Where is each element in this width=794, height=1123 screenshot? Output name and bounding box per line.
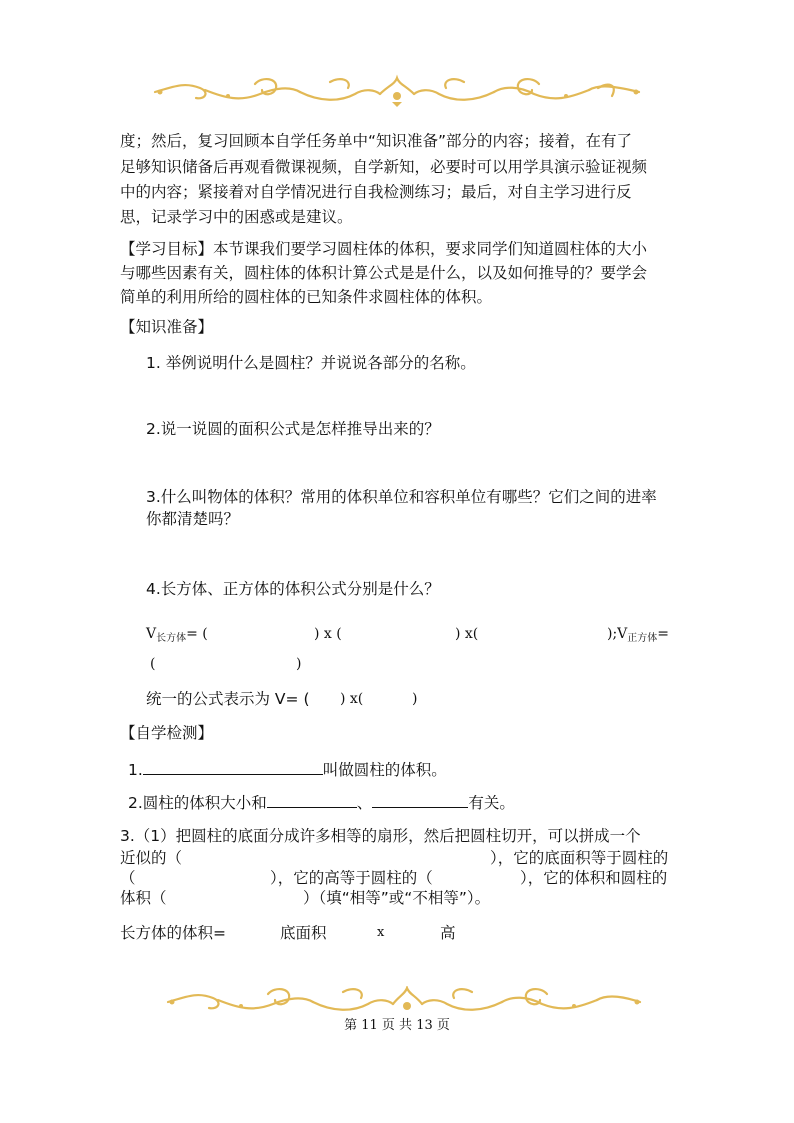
selfcheck-q3-line4a: 体积（ xyxy=(120,889,167,907)
cuboid-volume-label: 长方体的体积= xyxy=(120,924,226,942)
prep-question-2: 2.说一说圆的面积公式是怎样推导出来的？ xyxy=(146,420,440,438)
bottom-ornament xyxy=(0,986,794,1016)
intro-line-4: 思，记录学习中的困惑或是建议。 xyxy=(120,208,353,226)
prep-question-1: 1. 举例说明什么是圆柱？并说说各部分的名称。 xyxy=(146,354,476,372)
selfcheck-q3-line2b: ），它的底面积等于圆柱的 xyxy=(490,849,669,867)
cube-subscript: 正方体 xyxy=(627,633,658,644)
goals-line-1 xyxy=(120,238,647,260)
cuboid-formula-v xyxy=(146,623,208,650)
selfcheck-q2-tail: 有关。 xyxy=(468,794,515,812)
cube-close-paren: ) xyxy=(296,656,302,672)
prep-question-3a: 3.什么叫物体的体积？常用的体积单位和容积单位有哪些？它们之间的进率 xyxy=(146,488,657,506)
answer-blank-2a[interactable] xyxy=(267,791,357,808)
cube-open-paren: ( xyxy=(150,656,156,672)
cuboid-v-symbol: V xyxy=(146,626,157,642)
intro-line-3: 中的内容；紧接着对自学情况进行自我检测练习；最后，对自主学习进行反 xyxy=(120,183,632,201)
footer-prefix: 第 xyxy=(344,1018,358,1033)
unified-formula-mid: ) x( xyxy=(340,691,364,707)
selfcheck-q3-line1: 3.（1）把圆柱的底面分成许多相等的扇形，然后把圆柱切开，可以拼成一个 xyxy=(120,827,641,845)
formula-close-x2: ) x( xyxy=(455,626,479,642)
cuboid-volume-height: 高 xyxy=(440,924,456,942)
selfcheck-q1-tail: 叫做圆柱的体积。 xyxy=(322,761,447,779)
goals-line-2: 与哪些因素有关，圆柱体的体积计算公式是是什么，以及如何推导的？要学会 xyxy=(120,264,648,282)
selfcheck-q2-head: 2.圆柱的体积大小和 xyxy=(128,794,267,812)
footer-suffix: 页 xyxy=(436,1018,450,1033)
selfcheck-q3-line3c: ），它的体积和圆柱的 xyxy=(520,869,668,887)
intro-line-1: 度；然后，复习回顾本自学任务单中“知识准备”部分的内容；接着，在有了 xyxy=(120,132,633,150)
selfcheck-q3-line3a: （ xyxy=(120,869,136,887)
prep-heading: 【知识准备】 xyxy=(120,318,214,336)
page-footer xyxy=(0,1014,794,1033)
cuboid-subscript: 长方体 xyxy=(156,633,187,644)
intro-line-2: 足够知识储备后再观看微课视频，自学新知，必要时可以用学具演示验证视频 xyxy=(120,158,648,176)
selfcheck-q3-line4b: ）（填“相等”或“不相等”）。 xyxy=(303,889,491,907)
footer-mid: 页 共 xyxy=(381,1018,413,1033)
unified-formula-end: ) xyxy=(412,691,418,707)
formula-semicolon-v: );V xyxy=(607,626,628,642)
cuboid-volume-times: x xyxy=(377,925,385,940)
goals-heading: 【学习目标】 xyxy=(120,240,214,258)
selfcheck-heading: 【自学检测】 xyxy=(120,724,214,742)
selfcheck-q1-number: 1. xyxy=(128,761,143,779)
cube-eq: = xyxy=(657,626,670,642)
prep-question-4: 4.长方体、正方体的体积公式分别是什么？ xyxy=(146,580,440,598)
cuboid-volume-base: 底面积 xyxy=(280,924,327,942)
answer-blank-2b[interactable] xyxy=(372,791,468,808)
answer-blank-1[interactable] xyxy=(143,758,323,775)
selfcheck-q3-line2a: 近似的（ xyxy=(120,849,183,867)
goals-line-3: 简单的利用所给的圆柱体的已知条件求圆柱体的体积。 xyxy=(120,288,493,306)
goals-text-1: 本节课我们要学习圆柱体的体积，要求同学们知道圆柱体的大小 xyxy=(213,240,648,258)
selfcheck-q2-sep: 、 xyxy=(356,794,373,812)
unified-formula-label: 统一的公式表示为 V= ( xyxy=(146,690,310,708)
selfcheck-question-1 xyxy=(128,758,447,781)
selfcheck-q3-line3b: ），它的高等于圆柱的（ xyxy=(270,869,433,887)
prep-question-3b: 你都清楚吗？ xyxy=(146,510,240,528)
formula-close-x1: ) x ( xyxy=(314,626,342,642)
top-ornament xyxy=(0,74,794,108)
footer-total-pages: 13 xyxy=(416,1018,433,1033)
cuboid-eq-open: = ( xyxy=(186,626,208,642)
cube-formula xyxy=(607,623,669,650)
selfcheck-question-2 xyxy=(128,791,515,814)
footer-page-number: 11 xyxy=(361,1018,378,1033)
